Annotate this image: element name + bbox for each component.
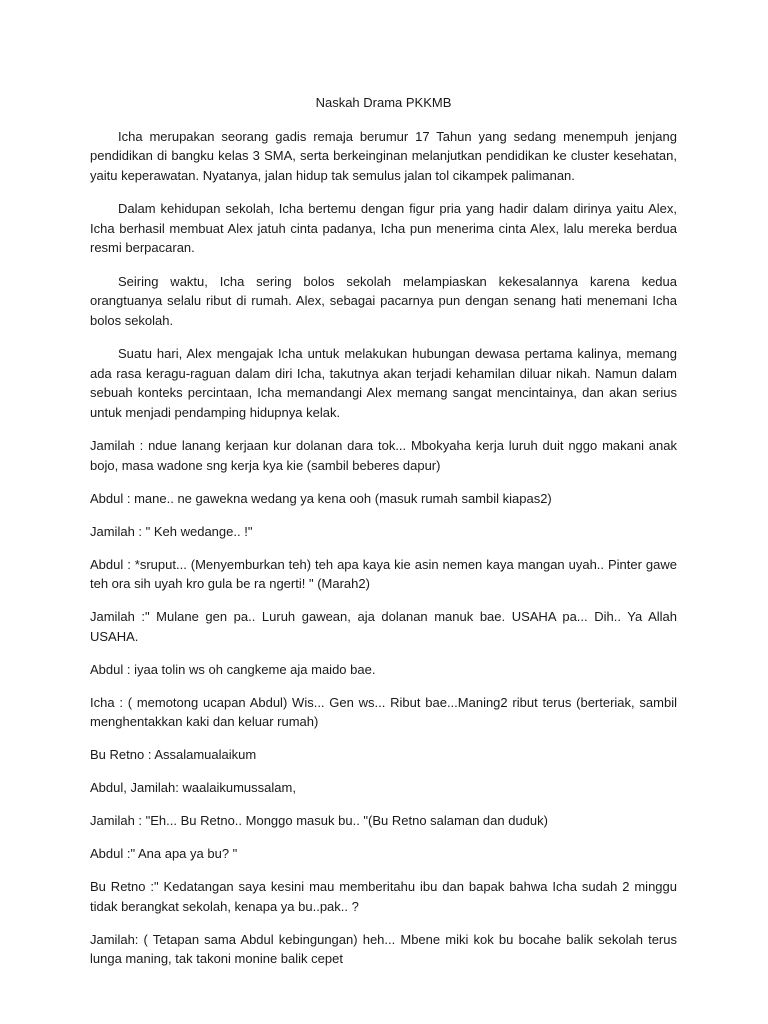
narrative-paragraph-3: Seiring waktu, Icha sering bolos sekolah melampiaskan kekesalannya karena kedua orangtuanya selalu ribut di rumah. Alex, sebagai pacarnya pun dengan senang hati menemani Icha bolos sekolah. (90, 273, 677, 328)
dialogue-line-9: Abdul, Jamilah: waalaikumussalam, (90, 780, 296, 795)
dialogue-line-12: Bu Retno :" Kedatangan saya kesini mau memberitahu ibu dan bapak bahwa Icha sudah 2 minggu tidak berangkat sekolah, kenapa ya bu..pak.. ? (90, 879, 677, 914)
narrative-paragraph-2: Dalam kehidupan sekolah, Icha bertemu dengan figur pria yang hadir dalam dirinya yaitu Alex, Icha berhasil membuat Alex jatuh cinta padanya, Icha pun menerima cinta Alex, lalu mereka berdua resmi berpacaran. (90, 201, 677, 255)
dialogue-line-3: Jamilah : " Keh wedange.. !" (90, 523, 253, 539)
document-title: Naskah Drama PKKMB (315, 95, 452, 110)
dialogue-line-5: Jamilah :" Mulane gen pa.. Luruh gawean, aja dolanan manuk bae. USAHA pa... Dih.. Ya Allah USAHA. (90, 609, 677, 644)
narrative-paragraph-4: Suatu hari, Alex mengajak Icha untuk melakukan hubungan dewasa pertama kalinya, memang ada rasa keragu-raguan dalam diri Icha, takutnya akan terjadi kehamilan diluar nikah. Namun dalam sebuah konteks percintaan, Icha memandangi Alex memang sangat mencintainya, dan akan serius untuk menjadi pendamping hidupnya kelak. (90, 346, 677, 420)
dialogue-line-1: Jamilah : ndue lanang kerjaan kur dolanan dara tok... Mbokyaha kerja luruh duit nggo makani anak bojo, masa wadone sng kerja kya kie (sambil beberes dapur) (90, 438, 677, 473)
dialogue-line-8: Bu Retno : Assalamualaikum (90, 747, 257, 762)
dialogue-line-11: Abdul :" Ana apa ya bu? " (90, 846, 238, 861)
dialogue-line-13: Jamilah: ( Tetapan sama Abdul kebingungan) heh... Mbene miki kok bu bocahe balik sekolah terus lunga maning, tak takoni monine balik cepet (90, 931, 677, 966)
narrative-paragraph-1: Icha merupakan seorang gadis remaja berumur 17 Tahun yang sedang menempuh jenjang pendidikan di bangku kelas 3 SMA, serta berkeinginan melanjutkan pendidikan ke cluster kesehatan, yaitu keperawatan. Nyatanya, jalan hidup tak semulus jalan tol cikampek palimanan. (90, 128, 677, 183)
document-page (90, 93, 677, 982)
dialogue-line-4: Abdul : *sruput... (Menyemburkan teh) teh apa kaya kie asin nemen kaya mangan uyah.. Pinter gawe teh ora sih uyah kro gula be ra ngerti! " (Marah2) (90, 556, 677, 591)
dialogue-line-7: Icha : ( memotong ucapan Abdul) Wis... Gen ws... Ribut bae...Maning2 ribut terus (berteriak, sambil menghentakkan kaki dan keluar rumah) (90, 694, 677, 729)
dialogue-line-6: Abdul : iyaa tolin ws oh cangkeme aja maido bae. (90, 661, 376, 677)
dialogue-line-2: Abdul : mane.. ne gawekna wedang ya kena ooh (masuk rumah sambil kiapas2) (90, 490, 552, 506)
dialogue-line-10: Jamilah : "Eh... Bu Retno.. Monggo masuk bu.. "(Bu Retno salaman dan duduk) (90, 813, 548, 828)
